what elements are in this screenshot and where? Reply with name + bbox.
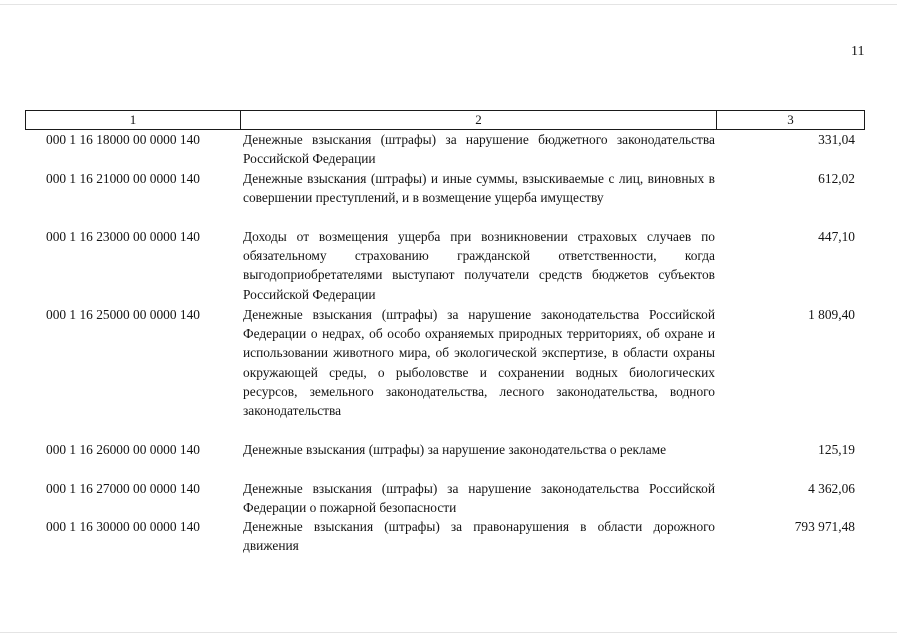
row-code: 000 1 16 21000 00 0000 140: [46, 171, 200, 186]
row-description: Денежные взыскания (штрафы) и иные суммы, взыскиваемые с лиц, виновных в совершении преступлений, и в возмещение ущерба имуществу: [243, 171, 715, 206]
table-header: [25, 110, 865, 130]
row-description: Денежные взыскания (штрафы) за нарушение законодательства Российской Федерации о пожарной безопасности: [243, 481, 715, 516]
row-amount: 4 362,06: [808, 481, 855, 496]
row-amount: 793 971,48: [794, 519, 855, 534]
table-row: [25, 130, 865, 168]
row-code: 000 1 16 26000 00 0000 140: [46, 442, 200, 457]
scan-edge-bottom: [0, 632, 897, 633]
table-row: [25, 440, 865, 459]
row-code: 000 1 16 25000 00 0000 140: [46, 307, 200, 322]
table-row: [25, 169, 865, 207]
page-number: 11: [851, 44, 865, 59]
row-code: 000 1 16 23000 00 0000 140: [46, 229, 200, 244]
row-amount: 331,04: [818, 132, 855, 147]
table-row: [25, 227, 865, 304]
row-description: Денежные взыскания (штрафы) за правонарушения в области дорожного движения: [243, 519, 715, 554]
row-code: 000 1 16 18000 00 0000 140: [46, 132, 200, 147]
header-col-3: 3: [787, 112, 794, 127]
row-description: Денежные взыскания (штрафы) за нарушение законодательства Российской Федерации о недрах, об особо охраняемых природных территориях, об охране и использовании животного мира, об экологической экспертизе, в области охраны окружающей среды, о рыболовстве и сохранении водных биологических ресурсов, земельного законодательства, лесного законодательства, водного законодательства: [243, 307, 715, 419]
row-description: Доходы от возмещения ущерба при возникновении страховых случаев по обязательному страхованию гражданской ответственности, когда выгодоприобретателями выступают получатели средств бюджетов субъектов Российской Федерации: [243, 229, 715, 302]
row-description: Денежные взыскания (штрафы) за нарушение законодательства о рекламе: [243, 442, 667, 457]
row-amount: 1 809,40: [808, 307, 855, 322]
table-row: [25, 517, 865, 555]
row-code: 000 1 16 30000 00 0000 140: [46, 519, 200, 534]
scan-edge-top: [0, 4, 897, 5]
table-row: [25, 479, 865, 517]
row-code: 000 1 16 27000 00 0000 140: [46, 481, 200, 496]
row-description: Денежные взыскания (штрафы) за нарушение бюджетного законодательства Российской Федерации: [243, 132, 715, 167]
row-amount: 447,10: [818, 229, 855, 244]
row-amount: 125,19: [818, 442, 855, 457]
header-col-1: 1: [26, 111, 241, 129]
row-amount: 612,02: [818, 171, 855, 186]
header-col-2: 2: [241, 111, 717, 129]
table-row: [25, 305, 865, 420]
